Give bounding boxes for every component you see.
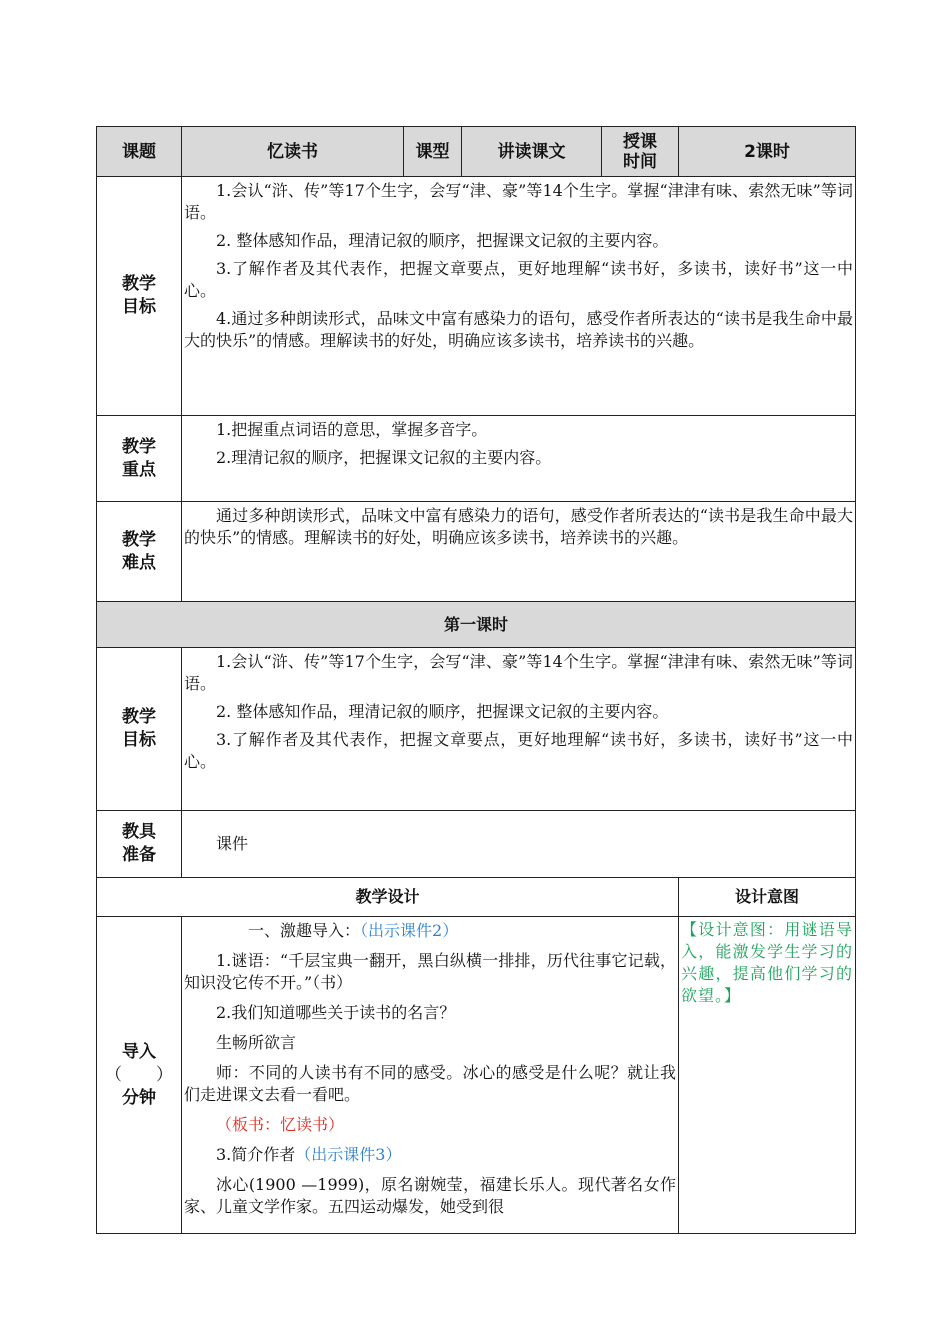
type-label: 课型 (404, 127, 462, 177)
quote-answer: 生畅所欲言 (216, 1033, 297, 1052)
key-points-content (182, 416, 856, 502)
goal-item: 1.会认“浒、传”等17个生字，会写“津、豪”等14个生字。掌握“津津有味、索然无味”等词语。 (184, 181, 853, 222)
lesson-plan-table (96, 126, 856, 1234)
lesson-goal-item: 1.会认“浒、传”等17个生字，会写“津、豪”等14个生字。掌握“津津有味、索然无味”等词语。 (184, 652, 853, 693)
goals-row (97, 177, 856, 416)
lesson-goals-content (182, 648, 856, 811)
difficulties-row (97, 502, 856, 602)
difficulties-label: 教学难点 (97, 502, 182, 602)
tools-content (182, 811, 856, 878)
lesson-plan-sheet (96, 126, 855, 1234)
phase-label: 导入 （ ） 分钟 (97, 917, 182, 1234)
goal-item: 2. 整体感知作品，理清记叙的顺序，把握课文记叙的主要内容。 (216, 231, 669, 250)
topic-label: 课题 (97, 127, 182, 177)
board-note: （板书：忆读书） (216, 1115, 345, 1134)
first-lesson-title: 第一课时 (97, 602, 856, 648)
goal-item: 3.了解作者及其代表作，把握文章要点，更好地理解“读书好，多读书，读好书”这一中心。 (184, 259, 853, 300)
lesson-goals-row (97, 648, 856, 811)
key-point-item: 2.理清记叙的顺序，把握课文记叙的主要内容。 (216, 448, 552, 467)
lesson-goals-label: 教学目标 (97, 648, 182, 811)
topic-value: 忆读书 (182, 127, 404, 177)
tools-value: 课件 (216, 834, 249, 853)
tools-row (97, 811, 856, 878)
difficulties-text: 通过多种朗读形式，品味文中富有感染力的语句，感受作者所表达的“读书是我生命中最大的快乐”的情感。理解读书的好处，明确应该多读书，培养读书的兴趣。 (184, 506, 853, 547)
intent-text: 【设计意图：用谜语导入，能激发学生学习的兴趣，提高他们学习的欲望。】 (681, 920, 853, 1005)
key-points-row (97, 416, 856, 502)
time-label: 授课时间 (602, 127, 679, 177)
quote-question: 2.我们知道哪些关于读书的名言？ (216, 1003, 456, 1022)
step3-line: 3.简介作者（出示课件3） (216, 1145, 402, 1164)
first-lesson-row (97, 602, 856, 648)
design-body-row (97, 917, 856, 1234)
key-points-label: 教学重点 (97, 416, 182, 502)
goals-label: 教学目标 (97, 177, 182, 416)
design-content (182, 917, 679, 1234)
header-row (97, 127, 856, 177)
step1-line: 一、激趣导入：（出示课件2） (248, 921, 459, 940)
intent-column-header: 设计意图 (679, 878, 856, 917)
author-text: 冰心(1900 —1999)，原名谢婉莹，福建长乐人。现代著名女作家、儿童文学作家。五四运动爆发，她受到很 (184, 1175, 676, 1216)
lesson-goal-item: 2. 整体感知作品，理清记叙的顺序，把握课文记叙的主要内容。 (216, 702, 669, 721)
difficulties-content (182, 502, 856, 602)
teacher-text: 师：不同的人读书有不同的感受。冰心的感受是什么呢？就让我们走进课文去看一看吧。 (184, 1063, 676, 1104)
intent-content (679, 917, 856, 1234)
type-value: 讲读课文 (462, 127, 602, 177)
lesson-goal-item: 3.了解作者及其代表作，把握文章要点，更好地理解“读书好，多读书，读好书”这一中心。 (184, 730, 853, 771)
tools-label: 教具准备 (97, 811, 182, 878)
riddle-text: 1.谜语：“千层宝典一翻开，黑白纵横一排排，历代往事它记载，知识没它传不开。”（书） (184, 951, 676, 992)
goal-item: 4.通过多种朗读形式，品味文中富有感染力的语句，感受作者所表达的“读书是我生命中最大的快乐”的情感。理解读书的好处，明确应该多读书，培养读书的兴趣。 (184, 309, 853, 350)
design-column-header: 教学设计 (97, 878, 679, 917)
goals-content (182, 177, 856, 416)
design-header-row (97, 878, 856, 917)
key-point-item: 1.把握重点词语的意思，掌握多音字。 (216, 420, 488, 439)
hours-value: 2课时 (679, 127, 856, 177)
